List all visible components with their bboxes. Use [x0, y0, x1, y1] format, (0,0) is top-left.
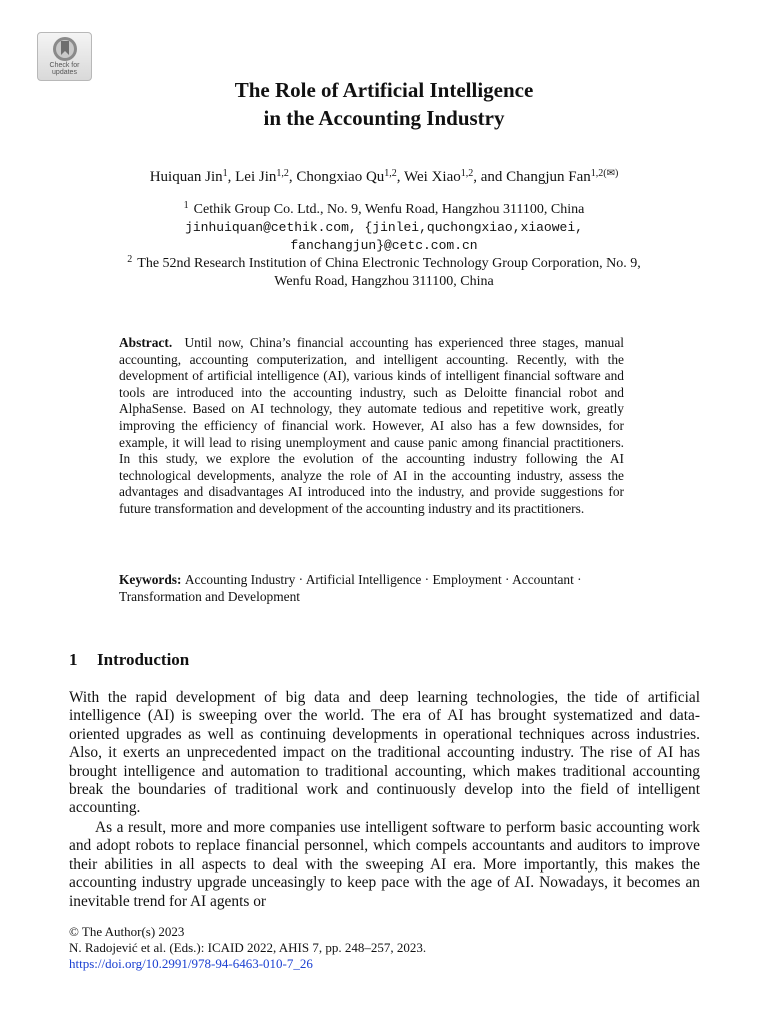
- footer-notice: [69, 924, 426, 972]
- author-separator: ,: [396, 169, 405, 185]
- section-number: 1: [69, 650, 78, 669]
- author-affiliation-mark: 1,2: [384, 168, 397, 179]
- doi-link[interactable]: https://doi.org/10.2991/978-94-6463-010-7_26: [69, 956, 313, 971]
- author-separator: ,: [288, 169, 297, 185]
- affiliation-emails-line-2: fanchangjun}@cetc.com.cn: [290, 238, 478, 253]
- abstract-label: Abstract.: [119, 335, 173, 350]
- author-separator: , and: [473, 169, 507, 185]
- author-affiliation-mark: 1: [222, 168, 228, 179]
- author-name: Chongxiao Qu: [296, 169, 385, 185]
- author-name: Huiquan Jin: [149, 169, 223, 185]
- author-separator: ,: [227, 169, 236, 185]
- affiliation-number: 2: [127, 254, 133, 265]
- title-line-1: The Role of Artificial Intelligence: [234, 78, 534, 102]
- author-name: Lei Jin: [235, 169, 277, 185]
- bookmark-icon: [52, 36, 78, 62]
- title-line-2: in the Accounting Industry: [263, 106, 505, 130]
- affiliation-address-line-2: Wenfu Road, Hangzhou 311100, China: [274, 274, 494, 289]
- badge-label-line1: Check for: [49, 62, 80, 69]
- author-affiliation-mark: 1,2: [460, 168, 474, 179]
- affiliation-emails-line-1: jinhuiquan@cethik.com, {jinlei,quchongxiao,xiaowei,: [185, 220, 583, 235]
- affiliation-1: [0, 201, 768, 255]
- affiliation-number: 1: [183, 200, 189, 211]
- author-affiliation-mark: 1,2(✉): [590, 168, 619, 179]
- body-paragraph: As a result, more and more companies use intelligent software to perform basic accounting work and adopt robots to replace financial personnel, which compels accountants and auditors to improve their abilities in all aspects to deal with the sweeping AI era. More importantly, this makes the accounting industry upgrade unceasingly to keep pace with the age of AI. Nowadays, it becomes an inevitable trend for AI agents or: [69, 819, 700, 910]
- affiliation-address: Cethik Group Co. Ltd., No. 9, Wenfu Road, Hangzhou 311100, China: [193, 202, 585, 217]
- author-list: [0, 167, 768, 187]
- abstract-text: Until now, China’s financial accounting has experienced three stages, manual accounting, accounting computerization, and intelligent accounting. Recently, with the development of artificial intelligence (AI), various kinds of intelligent financial software and tools are introduced into the accounting industry, such as Deloitte financial robot and AlphaSense. Based on AI technology, they automate tedious and repetitive work, greatly improving the efficiency of financial work. However, AI also has a few downsides, for example, it will lead to rising unemployment and cause panic among financial practitioners. In this study, we explore the evolution of the accounting industry following the AI technological developments, analyze the role of AI in the accounting industry, assess the advantages and disadvantages AI introduced into the industry, and provide suggestions for future transformation and development of the accounting industry and its practitioners.: [119, 335, 624, 516]
- citation-line: N. Radojević et al. (Eds.): ICAID 2022, AHIS 7, pp. 248–257, 2023.: [69, 940, 427, 955]
- check-for-updates-badge[interactable]: [37, 32, 92, 81]
- author-affiliation-mark: 1,2: [276, 168, 289, 179]
- copyright-line: © The Author(s) 2023: [69, 924, 185, 939]
- author-name: Changjun Fan: [506, 169, 591, 185]
- keywords-text: Accounting Industry · Artificial Intelligence · Employment · Accountant · Transformation and Development: [119, 572, 582, 604]
- paper-title: [0, 76, 768, 132]
- affiliation-2: [0, 255, 768, 291]
- abstract: [119, 335, 624, 518]
- keywords-label: Keywords:: [119, 572, 182, 587]
- badge-label-line2: updates: [52, 69, 77, 76]
- section-heading: [69, 648, 189, 672]
- section-title: Introduction: [97, 650, 190, 669]
- body-paragraph: With the rapid development of big data and deep learning technologies, the tide of artificial intelligence (AI) is sweeping over the world. The era of AI has brought systematized and data-oriented upgrades as well as continuing developments in operational techniques across industries. Also, it exerts an unprecedented impact on the traditional accounting industry. The rise of AI has brought intelligence and automation to traditional accounting, which makes traditional accounting break the boundaries of traditional work and continuously develop into the field of intelligent accounting.: [69, 689, 700, 817]
- keywords: [119, 572, 624, 605]
- author-name: Wei Xiao: [404, 169, 461, 185]
- affiliation-address: The 52nd Research Institution of China Electronic Technology Group Corporation, No. 9,: [137, 256, 641, 271]
